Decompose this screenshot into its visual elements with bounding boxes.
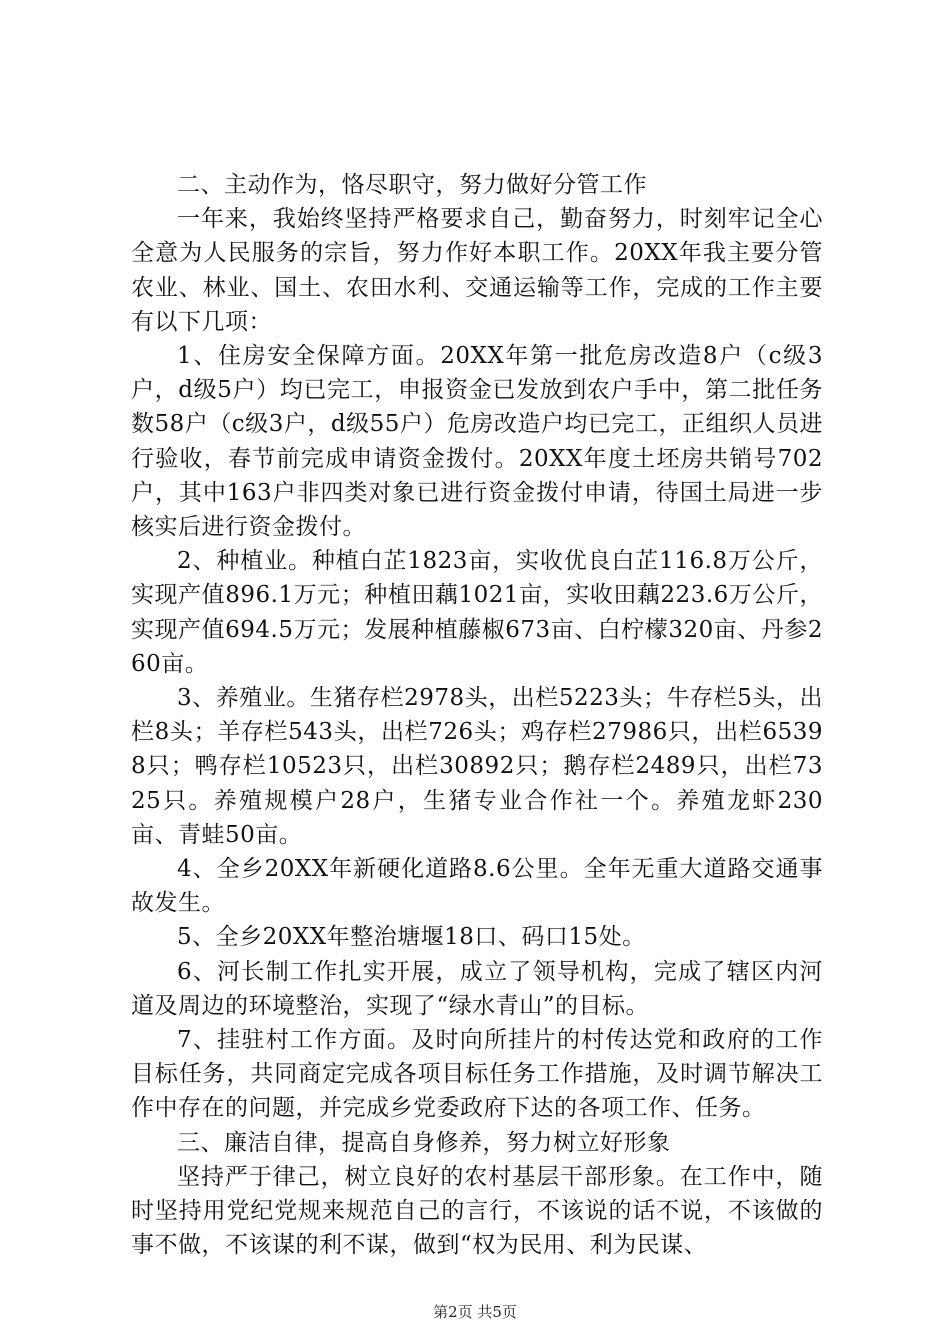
section-heading: 三、廉洁自律，提高自身修养，努力树立好形象 [177,1129,671,1156]
document-body [131,168,823,1263]
paragraph: 2、种植业。种植白芷1823亩，实收优良白芷116.8万公斤，实现产值896.1万元；种植田藕1021亩，实收田藕223.6万公斤，实现产值694.5万元；发展种植藤椒673亩、白柠檬320亩、丹参260亩。 [131,548,823,677]
paragraph: 一年来，我始终坚持严格要求自己，勤奋努力，时刻牢记全心全意为人民服务的宗旨，努力作好本职工作。20XX年我主要分管农业、林业、国土、农田水利、交通运输等工作，完成的工作主要有以下几项： [131,206,823,335]
page-indicator: 第2页 共5页 [433,1303,517,1321]
paragraph: 5、全乡20XX年整治塘堰18口、码口15处。 [177,924,646,951]
paragraph: 7、挂驻村工作方面。及时向所挂片的村传达党和政府的工作目标任务，共同商定完成各项目标任务工作措施，及时调节解决工作中存在的问题，并完成乡党委政府下达的各项工作、任务。 [131,1027,823,1122]
section-heading: 二、主动作为，恪尽职守，努力做好分管工作 [177,172,647,198]
paragraph: 6、河长制工作扎实开展，成立了领导机构，完成了辖区内河道及周边的环境整治，实现了“绿水青山”的目标。 [131,958,823,1019]
paragraph: 3、养殖业。生猪存栏2978头，出栏5223头；牛存栏5头，出栏8头；羊存栏543头，出栏726头；鸡存栏27986只，出栏65398只；鸭存栏10523只，出栏30892只；鹅存栏2489只，出栏7325只。养殖规模户28户，生猪专业合作社一个。养殖龙虾230亩、青蛙50亩。 [131,685,823,848]
paragraph: 1、住房安全保障方面。20XX年第一批危房改造8户（c级3户，d级5户）均已完工，申报资金已发放到农户手中，第二批任务数58户（c级3户，d级55户）危房改造户均已完工，正组织人员进行验收，春节前完成申请资金拨付。20XX年度土坯房共销号702户，其中163户非四类对象已进行资金拨付申请，待国土局进一步核实后进行资金拨付。 [131,343,823,541]
paragraph: 坚持严于律己，树立良好的农村基层干部形象。在工作中，随时坚持用党纪党规来规范自己的言行，不该说的话不说，不该做的事不做，不该谋的利不谋，做到“权为民用、利为民谋、 [131,1163,823,1259]
paragraph: 4、全乡20XX年新硬化道路8.6公里。全年无重大道路交通事故发生。 [131,856,823,917]
page-footer [0,1301,950,1322]
